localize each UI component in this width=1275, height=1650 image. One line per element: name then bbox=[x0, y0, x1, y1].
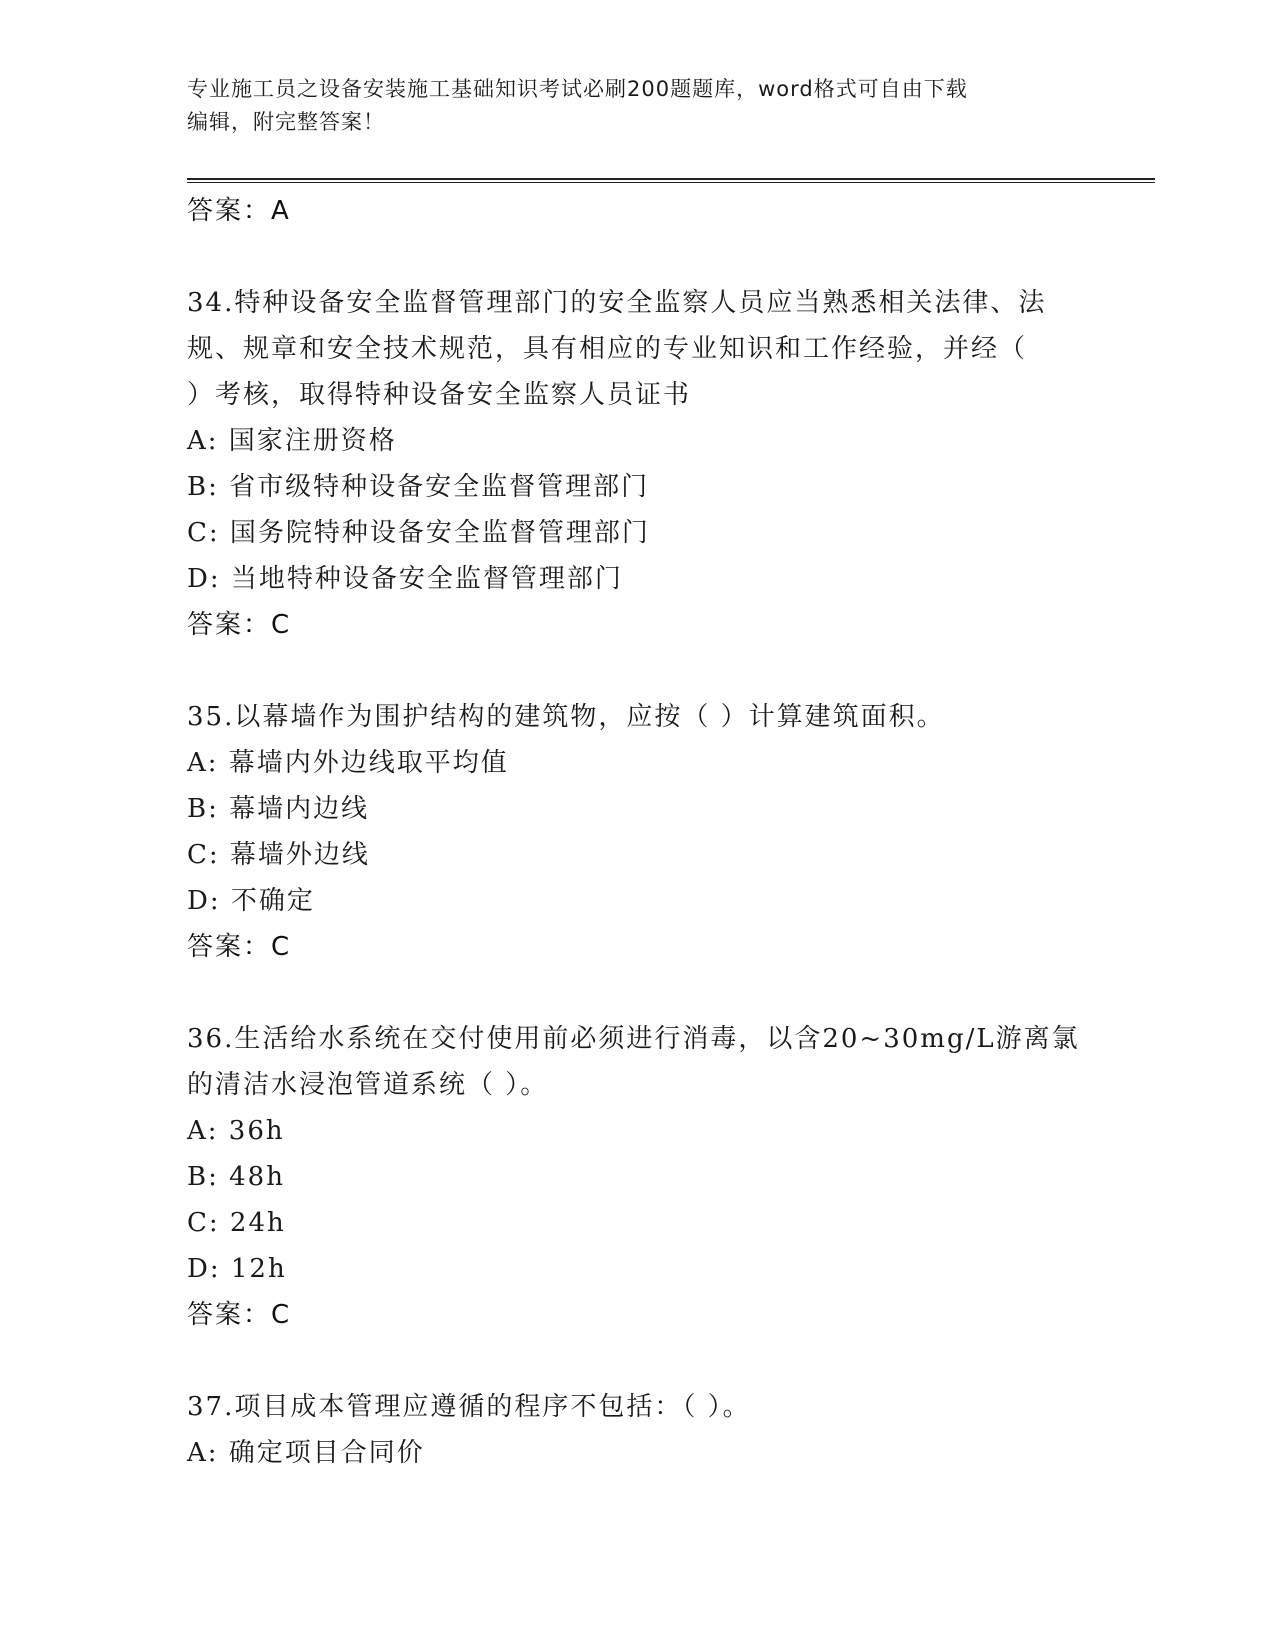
header-divider bbox=[187, 178, 1155, 183]
option-c: C: 幕墙外边线 bbox=[187, 840, 370, 870]
option-c: C: 24h bbox=[187, 1208, 286, 1238]
answer-line: 答案：C bbox=[187, 1300, 292, 1330]
option-b: B: 省市级特种设备安全监督管理部门 bbox=[187, 472, 650, 502]
stem-line: 37.项目成本管理应遵循的程序不包括：（ ）。 bbox=[187, 1392, 751, 1422]
page-header bbox=[187, 73, 1087, 139]
spacer bbox=[187, 648, 1087, 694]
stem-line: 35.以幕墙作为围护结构的建筑物，应按（ ）计算建筑面积。 bbox=[187, 702, 945, 732]
stem-line: ）考核，取得特种设备安全监察人员证书 bbox=[187, 380, 692, 410]
option-d: D: 当地特种设备安全监督管理部门 bbox=[187, 564, 623, 594]
stem-line: 的清洁水浸泡管道系统（ ）。 bbox=[187, 1070, 549, 1100]
option-a: A: 36h bbox=[187, 1116, 285, 1146]
option-a: A: 国家注册资格 bbox=[187, 426, 397, 456]
option-c: C: 国务院特种设备安全监督管理部门 bbox=[187, 518, 650, 548]
question-37 bbox=[187, 1384, 1087, 1476]
question-list bbox=[187, 188, 1087, 1476]
question-stem bbox=[187, 694, 1087, 740]
option-d: D: 12h bbox=[187, 1254, 287, 1284]
stem-line: 34.特种设备安全监督管理部门的安全监察人员应当熟悉相关法律、法 bbox=[187, 288, 1047, 318]
option-b: B: 48h bbox=[187, 1162, 285, 1192]
spacer bbox=[187, 234, 1087, 280]
stem-line: 规、规章和安全技术规范，具有相应的专业知识和工作经验，并经（ bbox=[187, 334, 1028, 364]
option-a: A: 幕墙内外边线取平均值 bbox=[187, 748, 509, 778]
header-title-line-1: 专业施工员之设备安装施工基础知识考试必刷200题题库，word格式可自由下载 bbox=[187, 77, 968, 101]
question-stem bbox=[187, 1016, 1087, 1108]
question-stem bbox=[187, 1384, 1087, 1430]
answer-line: 答案：A bbox=[187, 196, 291, 226]
answer-line: 答案：C bbox=[187, 610, 292, 640]
question-stem bbox=[187, 280, 1087, 418]
stem-line: 36.生活给水系统在交付使用前必须进行消毒，以含20~30mg/L游离氯 bbox=[187, 1024, 1080, 1054]
spacer bbox=[187, 1338, 1087, 1384]
spacer bbox=[187, 970, 1087, 1016]
answer-line: 答案：C bbox=[187, 932, 292, 962]
option-b: B: 幕墙内边线 bbox=[187, 794, 370, 824]
question-36 bbox=[187, 1016, 1087, 1338]
question-35 bbox=[187, 694, 1087, 970]
option-d: D: 不确定 bbox=[187, 886, 315, 916]
header-title-line-2: 编辑，附完整答案！ bbox=[187, 110, 385, 134]
option-a: A: 确定项目合同价 bbox=[187, 1438, 425, 1468]
question-34 bbox=[187, 280, 1087, 648]
